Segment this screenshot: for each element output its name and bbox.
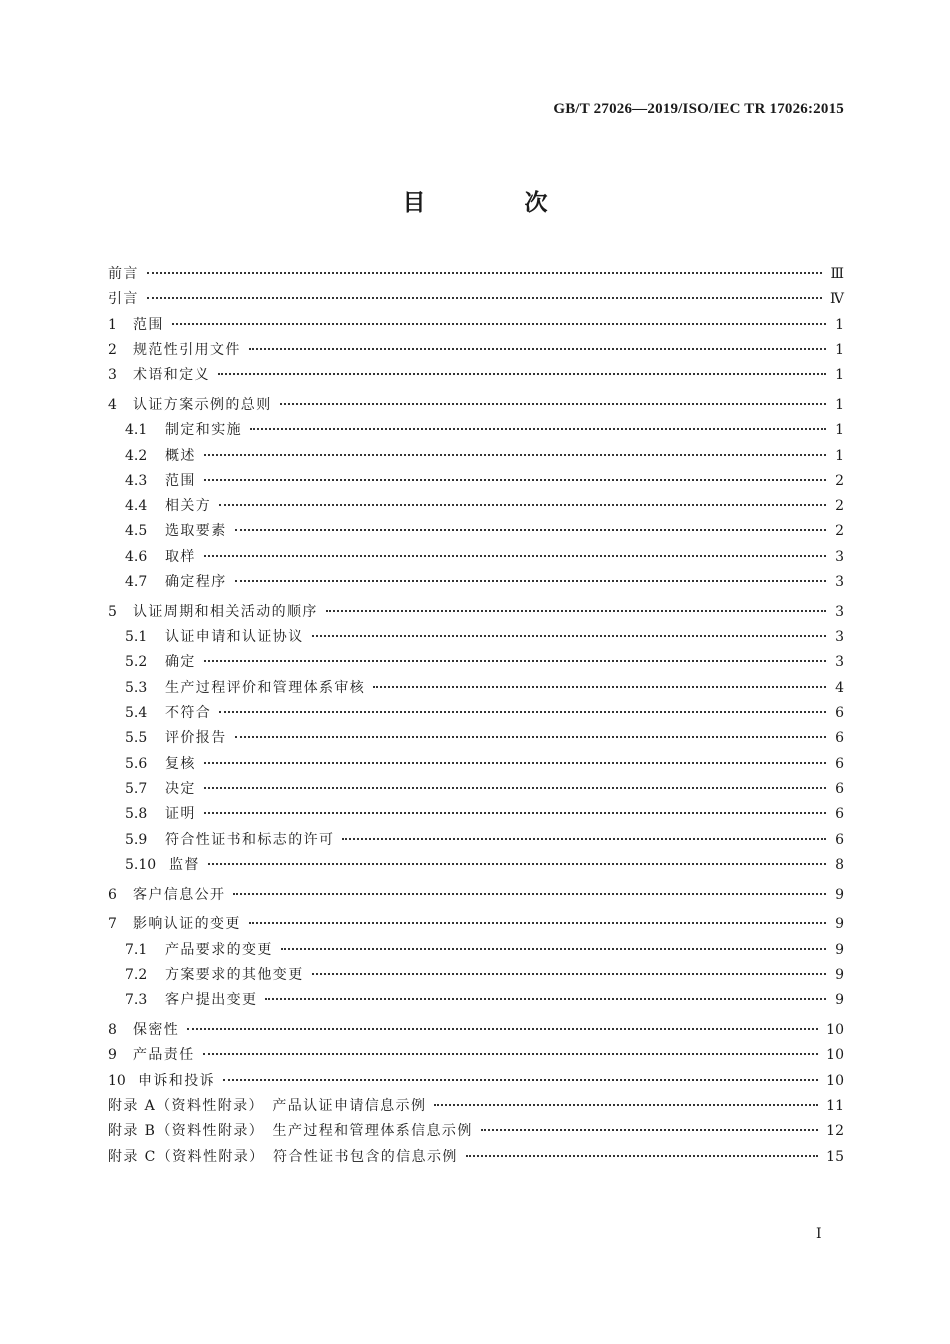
- toc-entry-label: 引言: [108, 291, 139, 308]
- toc-entry[interactable]: [108, 883, 844, 908]
- toc-entry[interactable]: [108, 752, 844, 777]
- toc-entry-label: 确定程序: [165, 574, 227, 591]
- toc-entry-number: 4.4: [125, 498, 148, 515]
- toc-entry-number: 4: [108, 396, 117, 413]
- toc-entry[interactable]: [108, 676, 844, 701]
- toc-entry-number: 7.3: [125, 992, 148, 1009]
- toc-entry-page: 1: [835, 447, 844, 464]
- toc-entry[interactable]: [108, 963, 844, 988]
- toc-entry[interactable]: [108, 519, 844, 544]
- dot-leader: [342, 838, 826, 840]
- toc-entry[interactable]: [108, 287, 844, 312]
- toc-entry-number: 8: [108, 1022, 117, 1039]
- toc-entry-label: 相关方: [165, 498, 212, 515]
- toc-entry[interactable]: [108, 701, 844, 726]
- dot-leader: [466, 1155, 818, 1157]
- toc-entry-label: 前言: [108, 266, 139, 282]
- toc-entry-number: 4.5: [125, 523, 148, 540]
- toc-entry-page: 9: [835, 992, 844, 1009]
- toc-entry-label: 保密性: [133, 1022, 180, 1039]
- toc-entry-number: 5.6: [125, 755, 148, 772]
- toc-entry[interactable]: [108, 444, 844, 469]
- page-title: 目 次: [402, 190, 586, 216]
- toc-entry-number: 5.4: [125, 705, 148, 722]
- toc-entry[interactable]: [108, 1119, 844, 1144]
- toc-entry-label: 制定和实施: [165, 422, 242, 439]
- toc-entry-page: 6: [835, 831, 844, 848]
- toc-entry-page: 3: [835, 603, 844, 620]
- toc-entry-page: 9: [835, 941, 844, 958]
- toc-entry[interactable]: [108, 1043, 844, 1068]
- toc-entry-number: 7: [108, 916, 117, 933]
- dot-leader: [265, 998, 826, 1000]
- toc-entry[interactable]: [108, 853, 844, 878]
- toc-entry-label: 符合性证书和标志的许可: [165, 831, 335, 848]
- dot-leader: [147, 272, 823, 274]
- dot-leader: [204, 479, 826, 481]
- dot-leader: [312, 973, 826, 975]
- toc-entry-page: Ⅳ: [830, 291, 844, 308]
- toc-entry-label: 规范性引用文件: [133, 341, 241, 358]
- toc-entry-page: 2: [835, 498, 844, 515]
- toc-entry-page: 9: [835, 967, 844, 984]
- dot-leader: [481, 1129, 818, 1131]
- toc-entry-label: 证明: [165, 806, 196, 823]
- dot-leader: [204, 555, 826, 557]
- toc-entry[interactable]: [108, 393, 844, 418]
- toc-entry-page: 3: [835, 548, 844, 565]
- toc-entry-label: 选取要素: [165, 523, 227, 540]
- toc-entry-label: 评价报告: [165, 730, 227, 747]
- toc-entry-page: 10: [826, 1022, 844, 1039]
- dot-leader: [235, 736, 826, 738]
- dot-leader: [218, 373, 826, 375]
- table-of-contents: [108, 262, 844, 1170]
- toc-entry-label: 方案要求的其他变更: [165, 967, 304, 984]
- dot-leader: [204, 762, 826, 764]
- toc-entry-label: 决定: [165, 780, 196, 797]
- toc-entry-number: 5.9: [125, 831, 148, 848]
- toc-entry[interactable]: [108, 938, 844, 963]
- toc-entry-label: 客户信息公开: [133, 886, 226, 903]
- toc-entry-page: 6: [835, 780, 844, 797]
- toc-entry-page: Ⅲ: [830, 266, 844, 282]
- toc-entry[interactable]: [108, 1069, 844, 1094]
- dot-leader: [187, 1028, 818, 1030]
- toc-entry-label: 复核: [165, 755, 196, 772]
- toc-entry[interactable]: [108, 600, 844, 625]
- toc-entry[interactable]: [108, 828, 844, 853]
- dot-leader: [280, 403, 826, 405]
- toc-entry-label: 监督: [169, 856, 200, 873]
- toc-entry-page: 8: [835, 856, 844, 873]
- toc-entry-label: 附录 C（资料性附录） 符合性证书包含的信息示例: [108, 1148, 458, 1165]
- toc-entry-page: 6: [835, 730, 844, 747]
- dot-leader: [233, 893, 826, 895]
- dot-leader: [172, 323, 826, 325]
- toc-entry-number: 7.2: [125, 967, 148, 984]
- toc-entry-label: 附录 A（资料性附录） 产品认证申请信息示例: [108, 1098, 427, 1114]
- toc-entry[interactable]: [108, 570, 844, 595]
- toc-entry-page: 12: [826, 1123, 844, 1140]
- toc-entry-page: 6: [835, 705, 844, 722]
- toc-entry-label: 术语和定义: [133, 367, 210, 384]
- dot-leader: [250, 428, 826, 430]
- toc-entry[interactable]: [108, 625, 844, 650]
- toc-entry-label: 认证方案示例的总则: [133, 396, 272, 413]
- toc-entry-label: 产品责任: [133, 1047, 195, 1064]
- dot-leader: [281, 948, 826, 950]
- toc-entry-label: 产品要求的变更: [165, 941, 273, 958]
- toc-entry-number: 5.2: [125, 654, 148, 671]
- dot-leader: [204, 787, 826, 789]
- toc-entry-page: 15: [826, 1148, 844, 1165]
- toc-entry-page: 9: [835, 916, 844, 933]
- toc-entry-label: 客户提出变更: [165, 992, 258, 1009]
- toc-entry-number: 10: [108, 1072, 126, 1089]
- toc-entry-label: 不符合: [165, 705, 212, 722]
- dot-leader: [147, 297, 822, 299]
- dot-leader: [312, 635, 826, 637]
- dot-leader: [326, 610, 826, 612]
- toc-entry-page: 6: [835, 806, 844, 823]
- toc-entry-page: 3: [835, 654, 844, 671]
- standard-number: GB/T 27026—2019/ISO/IEC TR 17026:2015: [553, 101, 844, 117]
- toc-entry-label: 确定: [165, 654, 196, 671]
- toc-entry-label: 范围: [133, 316, 164, 333]
- toc-entry-page: 1: [835, 341, 844, 358]
- dot-leader: [204, 812, 826, 814]
- toc-entry[interactable]: [108, 650, 844, 675]
- toc-entry-label: 概述: [165, 447, 196, 464]
- toc-entry[interactable]: [108, 545, 844, 570]
- toc-entry-page: 9: [835, 886, 844, 903]
- toc-entry[interactable]: [108, 313, 844, 338]
- toc-entry-page: 10: [826, 1047, 844, 1064]
- toc-entry-number: 4.2: [125, 447, 148, 464]
- toc-entry[interactable]: [108, 338, 844, 363]
- toc-entry-label: 附录 B（资料性附录） 生产过程和管理体系信息示例: [108, 1123, 473, 1140]
- toc-entry[interactable]: [108, 1094, 844, 1119]
- toc-entry[interactable]: [108, 988, 844, 1013]
- toc-entry-label: 认证周期和相关活动的顺序: [133, 603, 318, 620]
- toc-entry-number: 5.5: [125, 730, 148, 747]
- toc-entry-page: 2: [835, 472, 844, 489]
- toc-entry-label: 认证申请和认证协议: [165, 629, 304, 646]
- toc-entry-page: 10: [826, 1072, 844, 1089]
- toc-entry-number: 1: [108, 316, 117, 333]
- toc-entry[interactable]: [108, 469, 844, 494]
- toc-entry-page: 3: [835, 629, 844, 646]
- toc-entry-number: 9: [108, 1047, 117, 1064]
- dot-leader: [434, 1104, 818, 1106]
- dot-leader: [204, 454, 826, 456]
- dot-leader: [373, 686, 826, 688]
- toc-entry-number: 5: [108, 603, 117, 620]
- toc-entry-page: 3: [835, 574, 844, 591]
- toc-entry-page: 6: [835, 755, 844, 772]
- toc-entry[interactable]: [108, 262, 844, 287]
- toc-entry-number: 5.3: [125, 679, 148, 696]
- toc-entry-page: 1: [835, 367, 844, 384]
- toc-entry[interactable]: [108, 777, 844, 802]
- toc-entry-number: 4.3: [125, 472, 148, 489]
- dot-leader: [235, 580, 826, 582]
- toc-entry-number: 5.7: [125, 780, 148, 797]
- dot-leader: [223, 1079, 818, 1081]
- toc-entry-number: 3: [108, 367, 117, 384]
- toc-entry-page: 2: [835, 523, 844, 540]
- toc-entry-number: 2: [108, 341, 117, 358]
- toc-entry-number: 4.6: [125, 548, 148, 565]
- toc-entry-page: 11: [826, 1098, 844, 1114]
- page-number: Ⅰ: [816, 1227, 822, 1242]
- toc-entry-number: 6: [108, 886, 117, 903]
- toc-entry-page: 1: [835, 316, 844, 333]
- toc-entry-number: 4.7: [125, 574, 148, 591]
- toc-entry[interactable]: [108, 363, 844, 388]
- toc-entry[interactable]: [108, 1145, 844, 1170]
- toc-entry[interactable]: [108, 912, 844, 937]
- dot-leader: [235, 529, 826, 531]
- toc-entry-label: 影响认证的变更: [133, 916, 241, 933]
- toc-entry-page: 1: [835, 396, 844, 413]
- toc-entry[interactable]: [108, 494, 844, 519]
- toc-entry-label: 申诉和投诉: [138, 1072, 215, 1089]
- dot-leader: [219, 711, 826, 713]
- dot-leader: [249, 922, 826, 924]
- dot-leader: [203, 1053, 819, 1055]
- toc-entry[interactable]: [108, 802, 844, 827]
- dot-leader: [208, 863, 826, 865]
- dot-leader: [249, 348, 826, 350]
- toc-entry-number: 4.1: [125, 422, 148, 439]
- toc-entry-label: 取样: [165, 548, 196, 565]
- dot-leader: [204, 660, 826, 662]
- toc-entry[interactable]: [108, 1018, 844, 1043]
- toc-entry-number: 5.10: [125, 856, 157, 873]
- toc-entry[interactable]: [108, 726, 844, 751]
- toc-entry-label: 范围: [165, 472, 196, 489]
- toc-entry-page: 4: [835, 679, 844, 696]
- dot-leader: [219, 504, 826, 506]
- toc-entry-number: 7.1: [125, 941, 148, 958]
- toc-entry-number: 5.1: [125, 629, 148, 646]
- toc-entry-number: 5.8: [125, 806, 148, 823]
- toc-entry-page: 1: [835, 422, 844, 439]
- toc-entry-label: 生产过程评价和管理体系审核: [165, 679, 366, 696]
- toc-entry[interactable]: [108, 418, 844, 443]
